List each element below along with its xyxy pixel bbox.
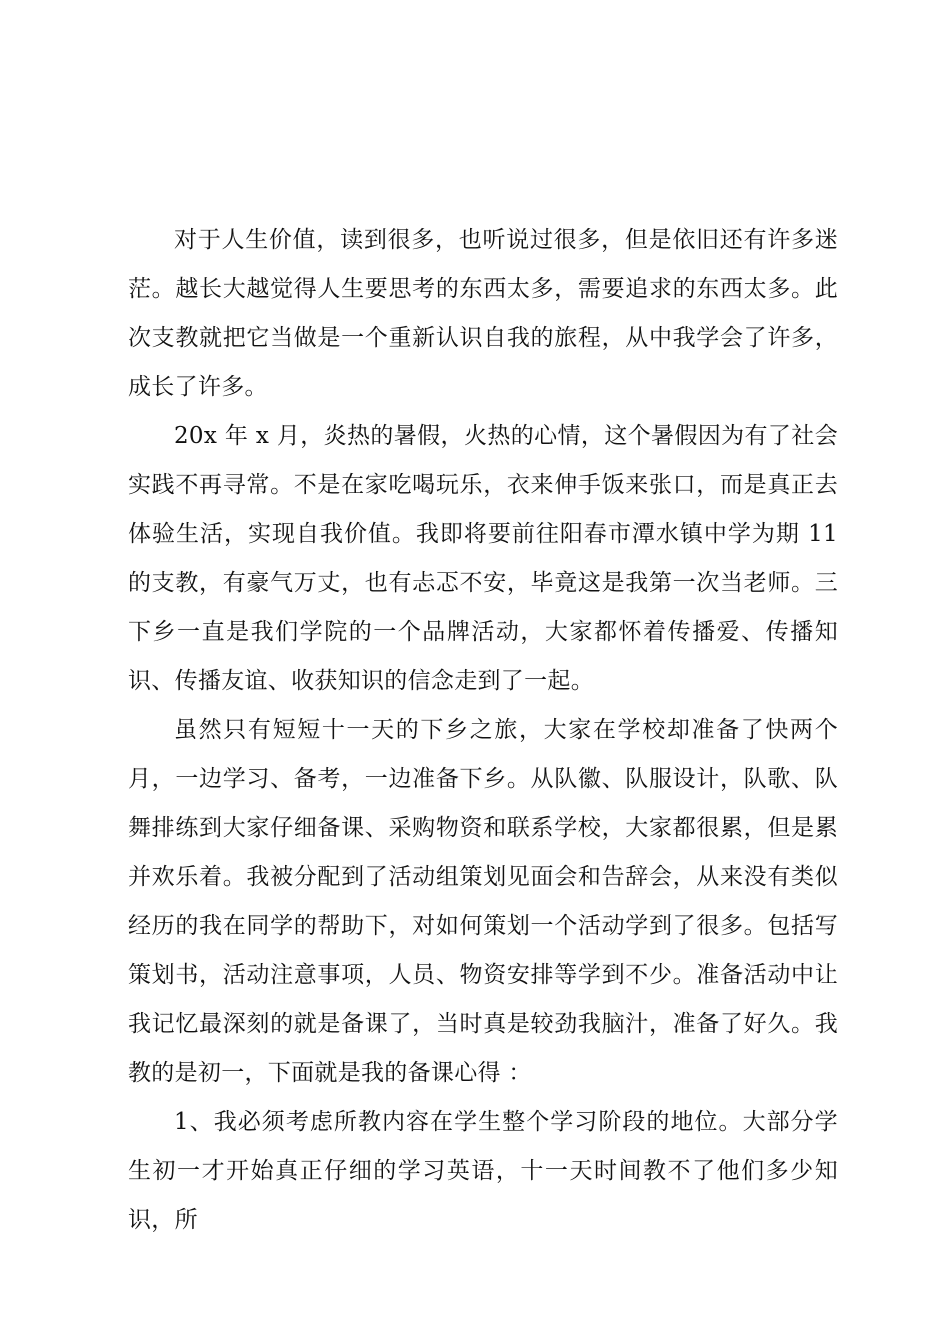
- paragraph-preparation: 虽然只有短短十一天的下乡之旅，大家在学校却准备了快两个月，一边学习、备考，一边准备下乡。从队徽、队服设计，队歌、队舞排练到大家仔细备课、采购物资和联系学校，大家都很累，但是累并欢乐着。我被分配到了活动组策划见面会和告辞会，从来没有类似经历的我在同学的帮助下，对如何策划一个活动学到了很多。包括写策划书，活动注意事项，人员、物资安排等学到不少。准备活动中让我记忆最深刻的就是备课了，当时真是较劲我脑汁，准备了好久。我教的是初一，下面就是我的备课心得 ：: [128, 717, 838, 1086]
- paragraph-life-value: 对于人生价值，读到很多，也听说过很多，但是依旧还有许多迷茫。越长大越觉得人生要思考的东西太多，需要追求的东西太多。此次支教就把它当做是一个重新认识自我的旅程，从中我学会了许多，成长了许多。: [128, 227, 838, 400]
- document-body: [128, 216, 838, 1245]
- paragraph-lesson-point-1: 1、我必须考虑所教内容在学生整个学习阶段的地位。大部分学生初一才开始真正仔细的学习英语，十一天时间教不了他们多少知识，所: [128, 1109, 838, 1233]
- paragraph-summer-practice: 20x 年 x 月，炎热的暑假，火热的心情，这个暑假因为有了社会实践不再寻常。不是在家吃喝玩乐，衣来伸手饭来张口，而是真正去体验生活，实现自我价值。我即将要前往阳春市潭水镇中学为期 11 的支教，有豪气万丈，也有忐忑不安，毕竟这是我第一次当老师。三下乡一直是我们学院的一个品牌活动，大家都怀着传播爱、传播知识、传播友谊、收获知识的信念走到了一起。: [128, 423, 838, 694]
